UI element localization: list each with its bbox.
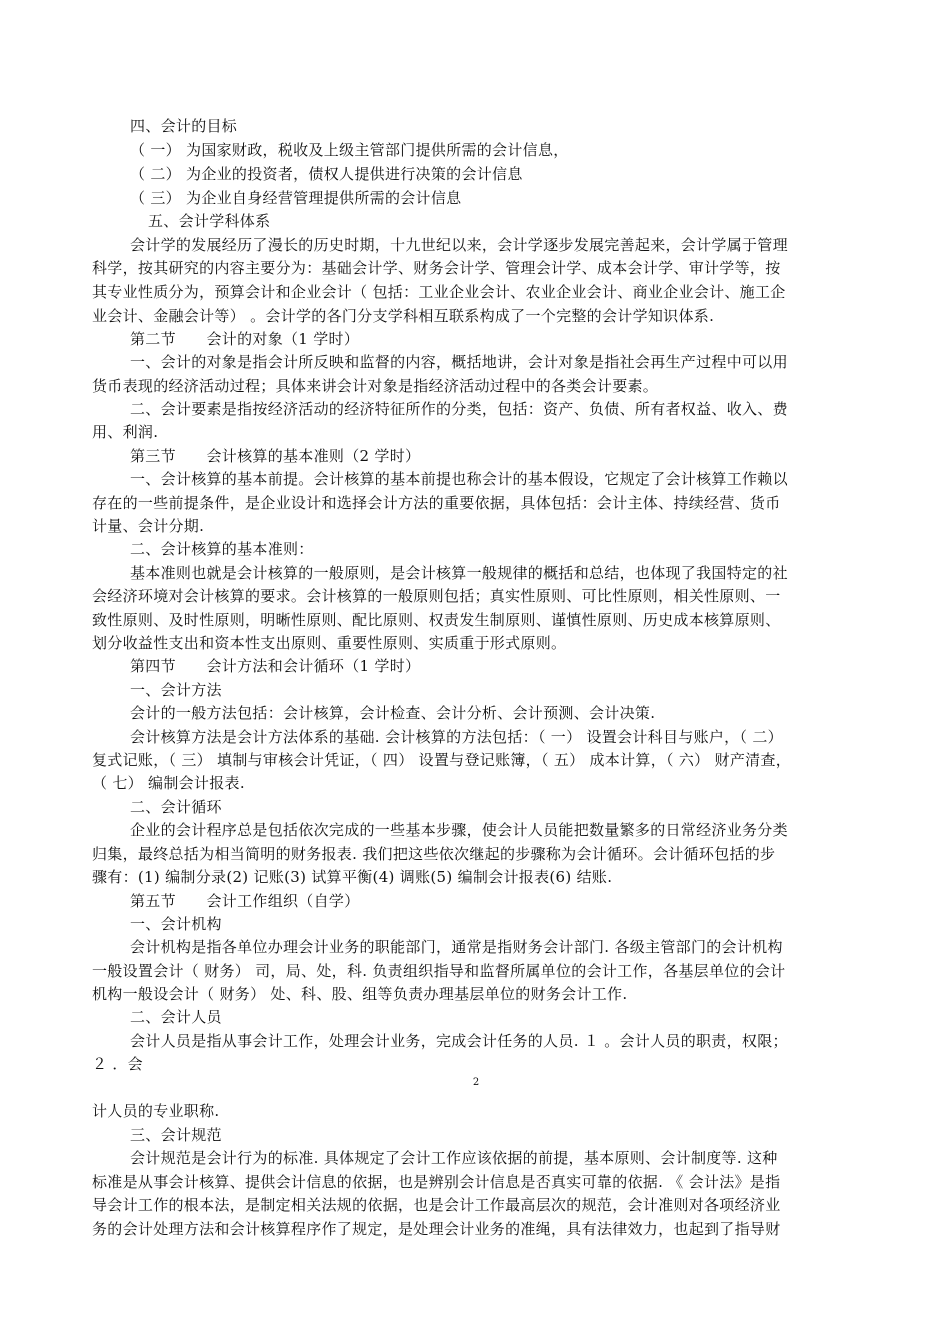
section-heading: 第三节 会计核算的基本准则（2 学时）	[130, 447, 421, 465]
text-line: 业会计、金融会计等） 。会计学的各门分支学科相互联系构成了一个完整的会计学知识体系.	[92, 307, 715, 325]
text-line: 机构一般设会计（ 财务） 处、科、股、组等负责办理基层单位的财务会计工作.	[92, 985, 628, 1003]
text-line: 企业的会计程序总是包括依次完成的一些基本步骤，使会计人员能把数量繁多的日常经济业务分类	[130, 821, 788, 839]
text-line: 会计的一般方法包括：会计核算，会计检查、会计分析、会计预测、会计决策.	[130, 704, 656, 722]
text-line: 二、会计人员	[130, 1008, 222, 1026]
text-line: 归集，最终总括为相当简明的财务报表. 我们把这些依次继起的步骤称为会计循环。会计循环包括的步	[92, 845, 776, 863]
text-line: 会计核算方法是会计方法体系的基础. 会计核算的方法包括：（ 一） 设置会计科目与账户，（ 二）	[130, 728, 783, 746]
text-line: 一、会计的对象是指会计所反映和监督的内容，概括地讲，会计对象是指社会再生产过程中可以用	[130, 353, 788, 371]
text-line: 会计学的发展经历了漫长的历史时期，十九世纪以来，会计学逐步发展完善起来，会计学属于管理	[130, 236, 788, 254]
text-line: 存在的一些前提条件，是企业设计和选择会计方法的重要依据，具体包括：会计主体、持续经营、货币	[92, 494, 781, 512]
text-line: 计量、会计分期.	[92, 517, 205, 535]
text-line: 基本准则也就是会计核算的一般原则，是会计核算一般规律的概括和总结，也体现了我国特定的社	[130, 564, 788, 582]
page-number: 2	[472, 1077, 480, 1088]
text-line: 二、会计循环	[130, 798, 222, 816]
text-line: 会计规范是会计行为的标准. 具体规定了会计工作应该依据的前提，基本原则、会计制度等. 这种	[130, 1149, 778, 1167]
text-line: 计人员的专业职称.	[92, 1102, 220, 1120]
text-line: 科学，按其研究的内容主要分为：基础会计学、财务会计学、管理会计学、成本会计学、审计学等，按	[92, 259, 781, 277]
text-line: （ 七） 编制会计报表.	[92, 774, 245, 792]
section-heading: 第二节 会计的对象（1 学时）	[130, 330, 360, 348]
text-line: 复式记账，（ 三） 填制与审核会计凭证，（ 四） 设置与登记账簿，（ 五） 成本计算，（ 六） 财产清查，	[92, 751, 792, 769]
text-line: 致性原则、及时性原则，明晰性原则、配比原则、权责发生制原则、谨慎性原则、历史成本核算原则、	[92, 611, 781, 629]
text-line: 会经济环境对会计核算的要求。会计核算的一般原则包括；真实性原则、可比性原则，相关性原则、一	[92, 587, 781, 605]
text-line: 导会计工作的根本法，是制定相关法规的依据，也是会计工作最高层次的规范，会计准则对各项经济业	[92, 1196, 781, 1214]
text-line: 货币表现的经济活动过程；具体来讲会计对象是指经济活动过程中的各类会计要素。	[92, 377, 659, 395]
section-heading: 五、会计学科体系	[148, 212, 271, 230]
text-line: 会计机构是指各单位办理会计业务的职能部门，通常是指财务会计部门. 各级主管部门的会计机构	[130, 938, 783, 956]
text-line: 其专业性质分为，预算会计和企业会计（ 包括：工业企业会计、农业企业会计、商业企业会计、施工企	[92, 283, 786, 301]
text-line: 一、会计方法	[130, 681, 222, 699]
text-line: 一般设置会计（ 财务） 司，局、处，科. 负责组织指导和监督所属单位的会计工作，各基层单位的会计	[92, 962, 786, 980]
text-line: 用、利润.	[92, 423, 159, 441]
text-line: 会计人员是指从事会计工作，处理会计业务，完成会计任务的人员. １ 。会计人员的职责，权限；	[130, 1032, 788, 1050]
text-line: 一、会计机构	[130, 915, 222, 933]
text-line: （ 一） 为国家财政，税收及上级主管部门提供所需的会计信息，	[130, 141, 569, 159]
text-line: 标准是从事会计核算、提供会计信息的依据，也是辨别会计信息是否真实可靠的依据. 《 会计法》是指	[92, 1173, 781, 1191]
text-line: 三、会计规范	[130, 1126, 222, 1144]
text-line: 二、会计要素是指按经济活动的经济特征所作的分类，包括：资产、负债、所有者权益、收入、费	[130, 400, 788, 418]
text-line: （ 三） 为企业自身经营管理提供所需的会计信息	[130, 189, 462, 207]
text-line: 一、会计核算的基本前提。会计核算的基本前提也称会计的基本假设，它规定了会计核算工作赖以	[130, 470, 788, 488]
text-line: 务的会计处理方法和会计核算程序作了规定，是处理会计业务的准绳，具有法律效力，也起到了指导财	[92, 1220, 781, 1238]
text-line: 骤有：(1) 编制分录(2) 记账(3) 试算平衡(4) 调账(5) 编制会计报表(6) 结账.	[92, 868, 613, 886]
section-heading: 第五节 会计工作组织（自学）	[130, 892, 360, 910]
text-line: （ 二） 为企业的投资者，债权人提供进行决策的会计信息	[130, 165, 523, 183]
text-line: 四、会计的目标	[130, 117, 238, 135]
text-line: 划分收益性支出和资本性支出原则、重要性原则、实质重于形式原则。	[92, 634, 567, 652]
text-line: ２ ．会	[92, 1055, 143, 1073]
section-heading: 第四节 会计方法和会计循环（1 学时）	[130, 657, 421, 675]
text-line: 二、会计核算的基本准则：	[130, 540, 314, 558]
